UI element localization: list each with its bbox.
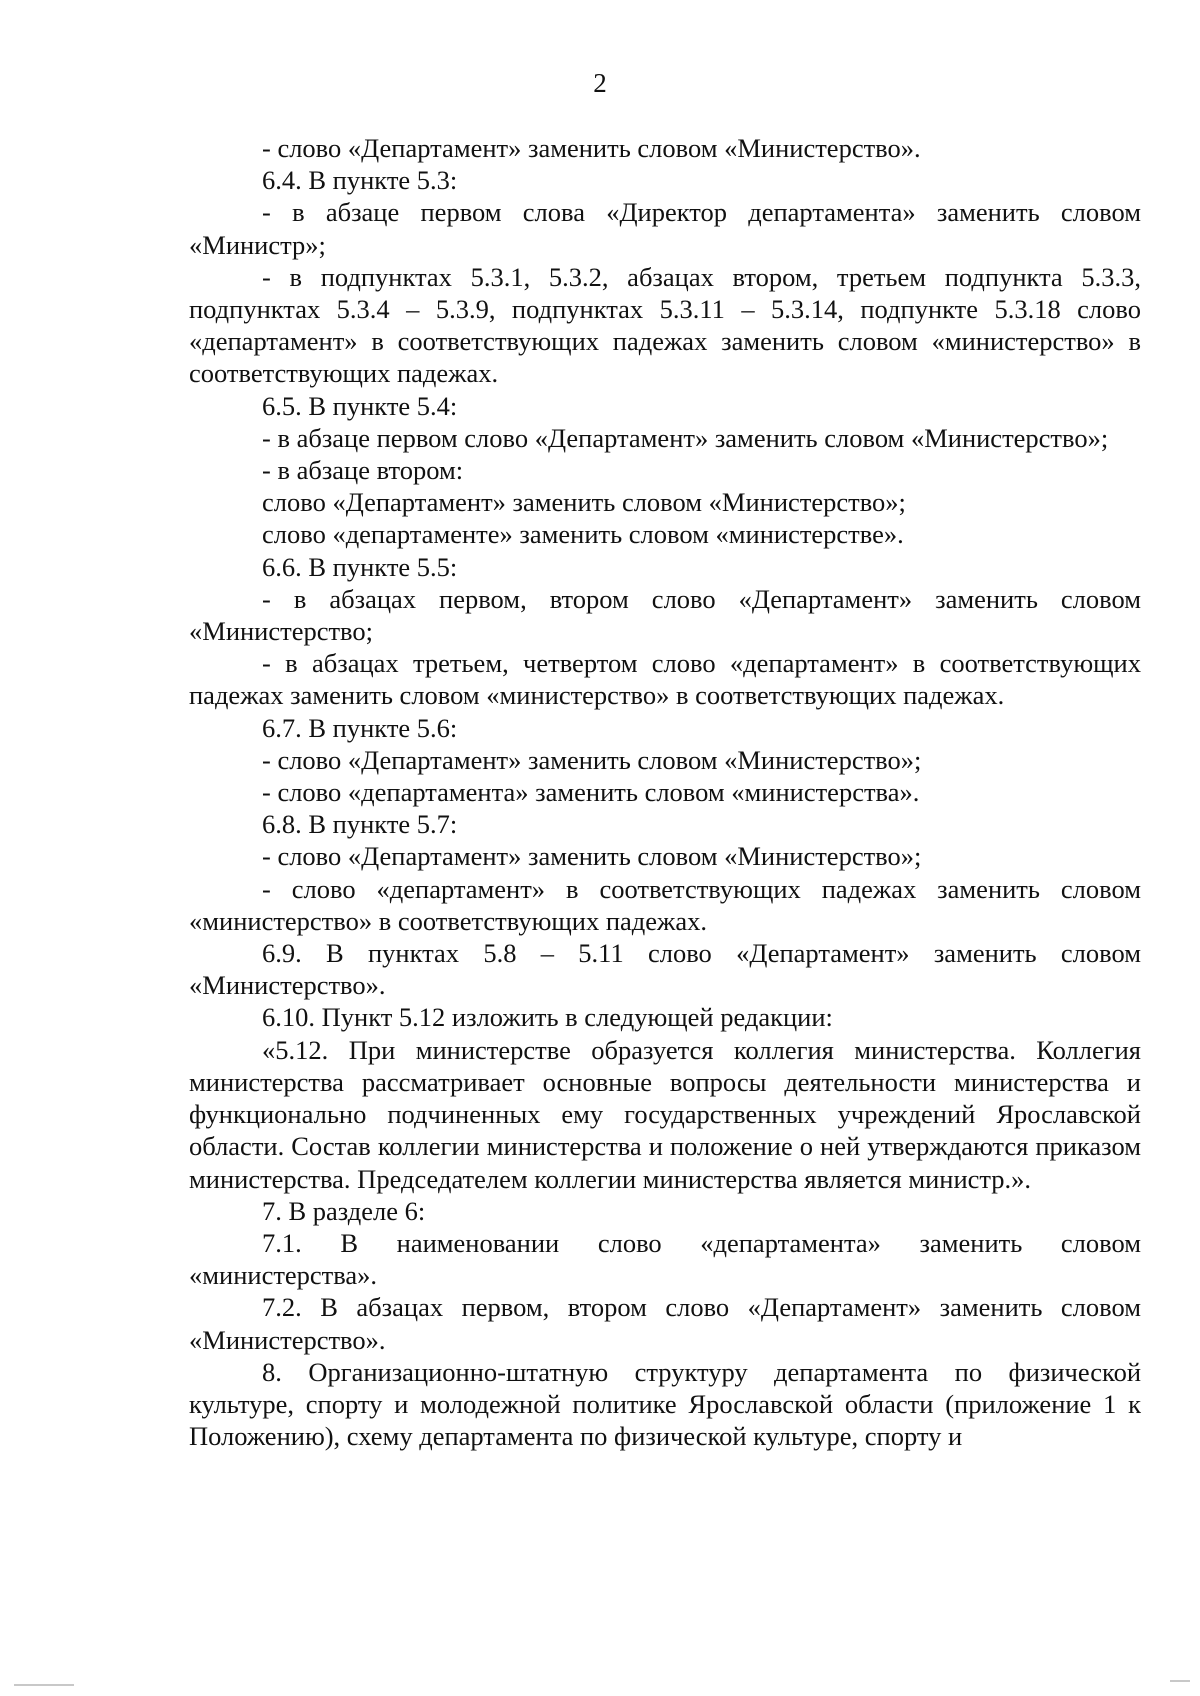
paragraph: - в абзацах первом, втором слово «Департамент» заменить словом «Министерство;	[189, 583, 1141, 647]
paragraph: 6.9. В пунктах 5.8 – 5.11 слово «Департамент» заменить словом «Министерство».	[189, 938, 1141, 1001]
paragraph: слово «Департамент» заменить словом «Министерство»;	[262, 487, 906, 518]
page-number: 2	[593, 68, 607, 98]
paragraph: 7.1. В наименовании слово «департамента» заменить словом «министерства».	[189, 1227, 1141, 1291]
paragraph: 8. Организационно-штатную структуру департамента по физической культуре, спорту и молодежной политике Ярославской области (приложение 1 к Положению), схему департамента по физической культуре, спорту и	[189, 1356, 1141, 1452]
paragraph: - слово «Департамент» заменить словом «Министерство»;	[262, 744, 922, 775]
scan-artifact	[1170, 1680, 1190, 1682]
paragraph: слово «департаменте» заменить словом «министерстве».	[262, 519, 904, 550]
paragraph: «5.12. При министерстве образуется коллегия министерства. Коллегия министерства рассматривает основные вопросы деятельности министерства и функционально подчиненных ему государственных учреждений Ярославской области. Состав коллегии министерства и положение о ней утверждаются приказом министерства. Председателем коллегии министерства является министр.».	[189, 1034, 1141, 1194]
paragraph: 7. В разделе 6:	[262, 1195, 426, 1226]
paragraph: - слово «Департамент» заменить словом «Министерство»;	[262, 841, 922, 872]
paragraph: - в абзаце первом слова «Директор департамента» заменить словом «Министр»;	[189, 197, 1141, 260]
paragraph: 6.6. В пункте 5.5:	[262, 551, 458, 582]
paragraph: - слово «департамент» в соответствующих падежах заменить словом «министерство» в соответствующих падежах.	[189, 873, 1141, 936]
paragraph: 6.10. Пункт 5.12 изложить в следующей редакции:	[262, 1002, 833, 1033]
paragraph: - слово «департамента» заменить словом «министерства».	[262, 777, 920, 808]
paragraph: - в абзаце первом слово «Департамент» заменить словом «Министерство»;	[262, 422, 1109, 453]
paragraph: - в абзацах третьем, четвертом слово «департамент» в соответствующих падежах заменить словом «министерство» в соответствующих падежах.	[189, 648, 1141, 711]
paragraph: - в подпунктах 5.3.1, 5.3.2, абзацах втором, третьем подпункта 5.3.3, подпунктах 5.3.4 – 5.3.9, подпунктах 5.3.11 – 5.3.14, подпункте 5.3.18 слово «департамент» в соответствующих падежах заменить словом «министерство» в соответствующих падежах.	[189, 261, 1141, 389]
paragraph: 7.2. В абзацах первом, втором слово «Департамент» заменить словом «Министерство».	[189, 1292, 1141, 1355]
paragraph: - слово «Департамент» заменить словом «Министерство».	[262, 133, 921, 163]
paragraph: 6.7. В пункте 5.6:	[262, 712, 458, 743]
paragraph: 6.4. В пункте 5.3:	[262, 165, 458, 196]
scan-artifact	[14, 1684, 74, 1686]
paragraph: 6.5. В пункте 5.4:	[262, 390, 458, 421]
paragraph: - в абзаце втором:	[262, 455, 464, 486]
paragraph: 6.8. В пункте 5.7:	[262, 809, 458, 840]
document-body	[189, 132, 1141, 1452]
